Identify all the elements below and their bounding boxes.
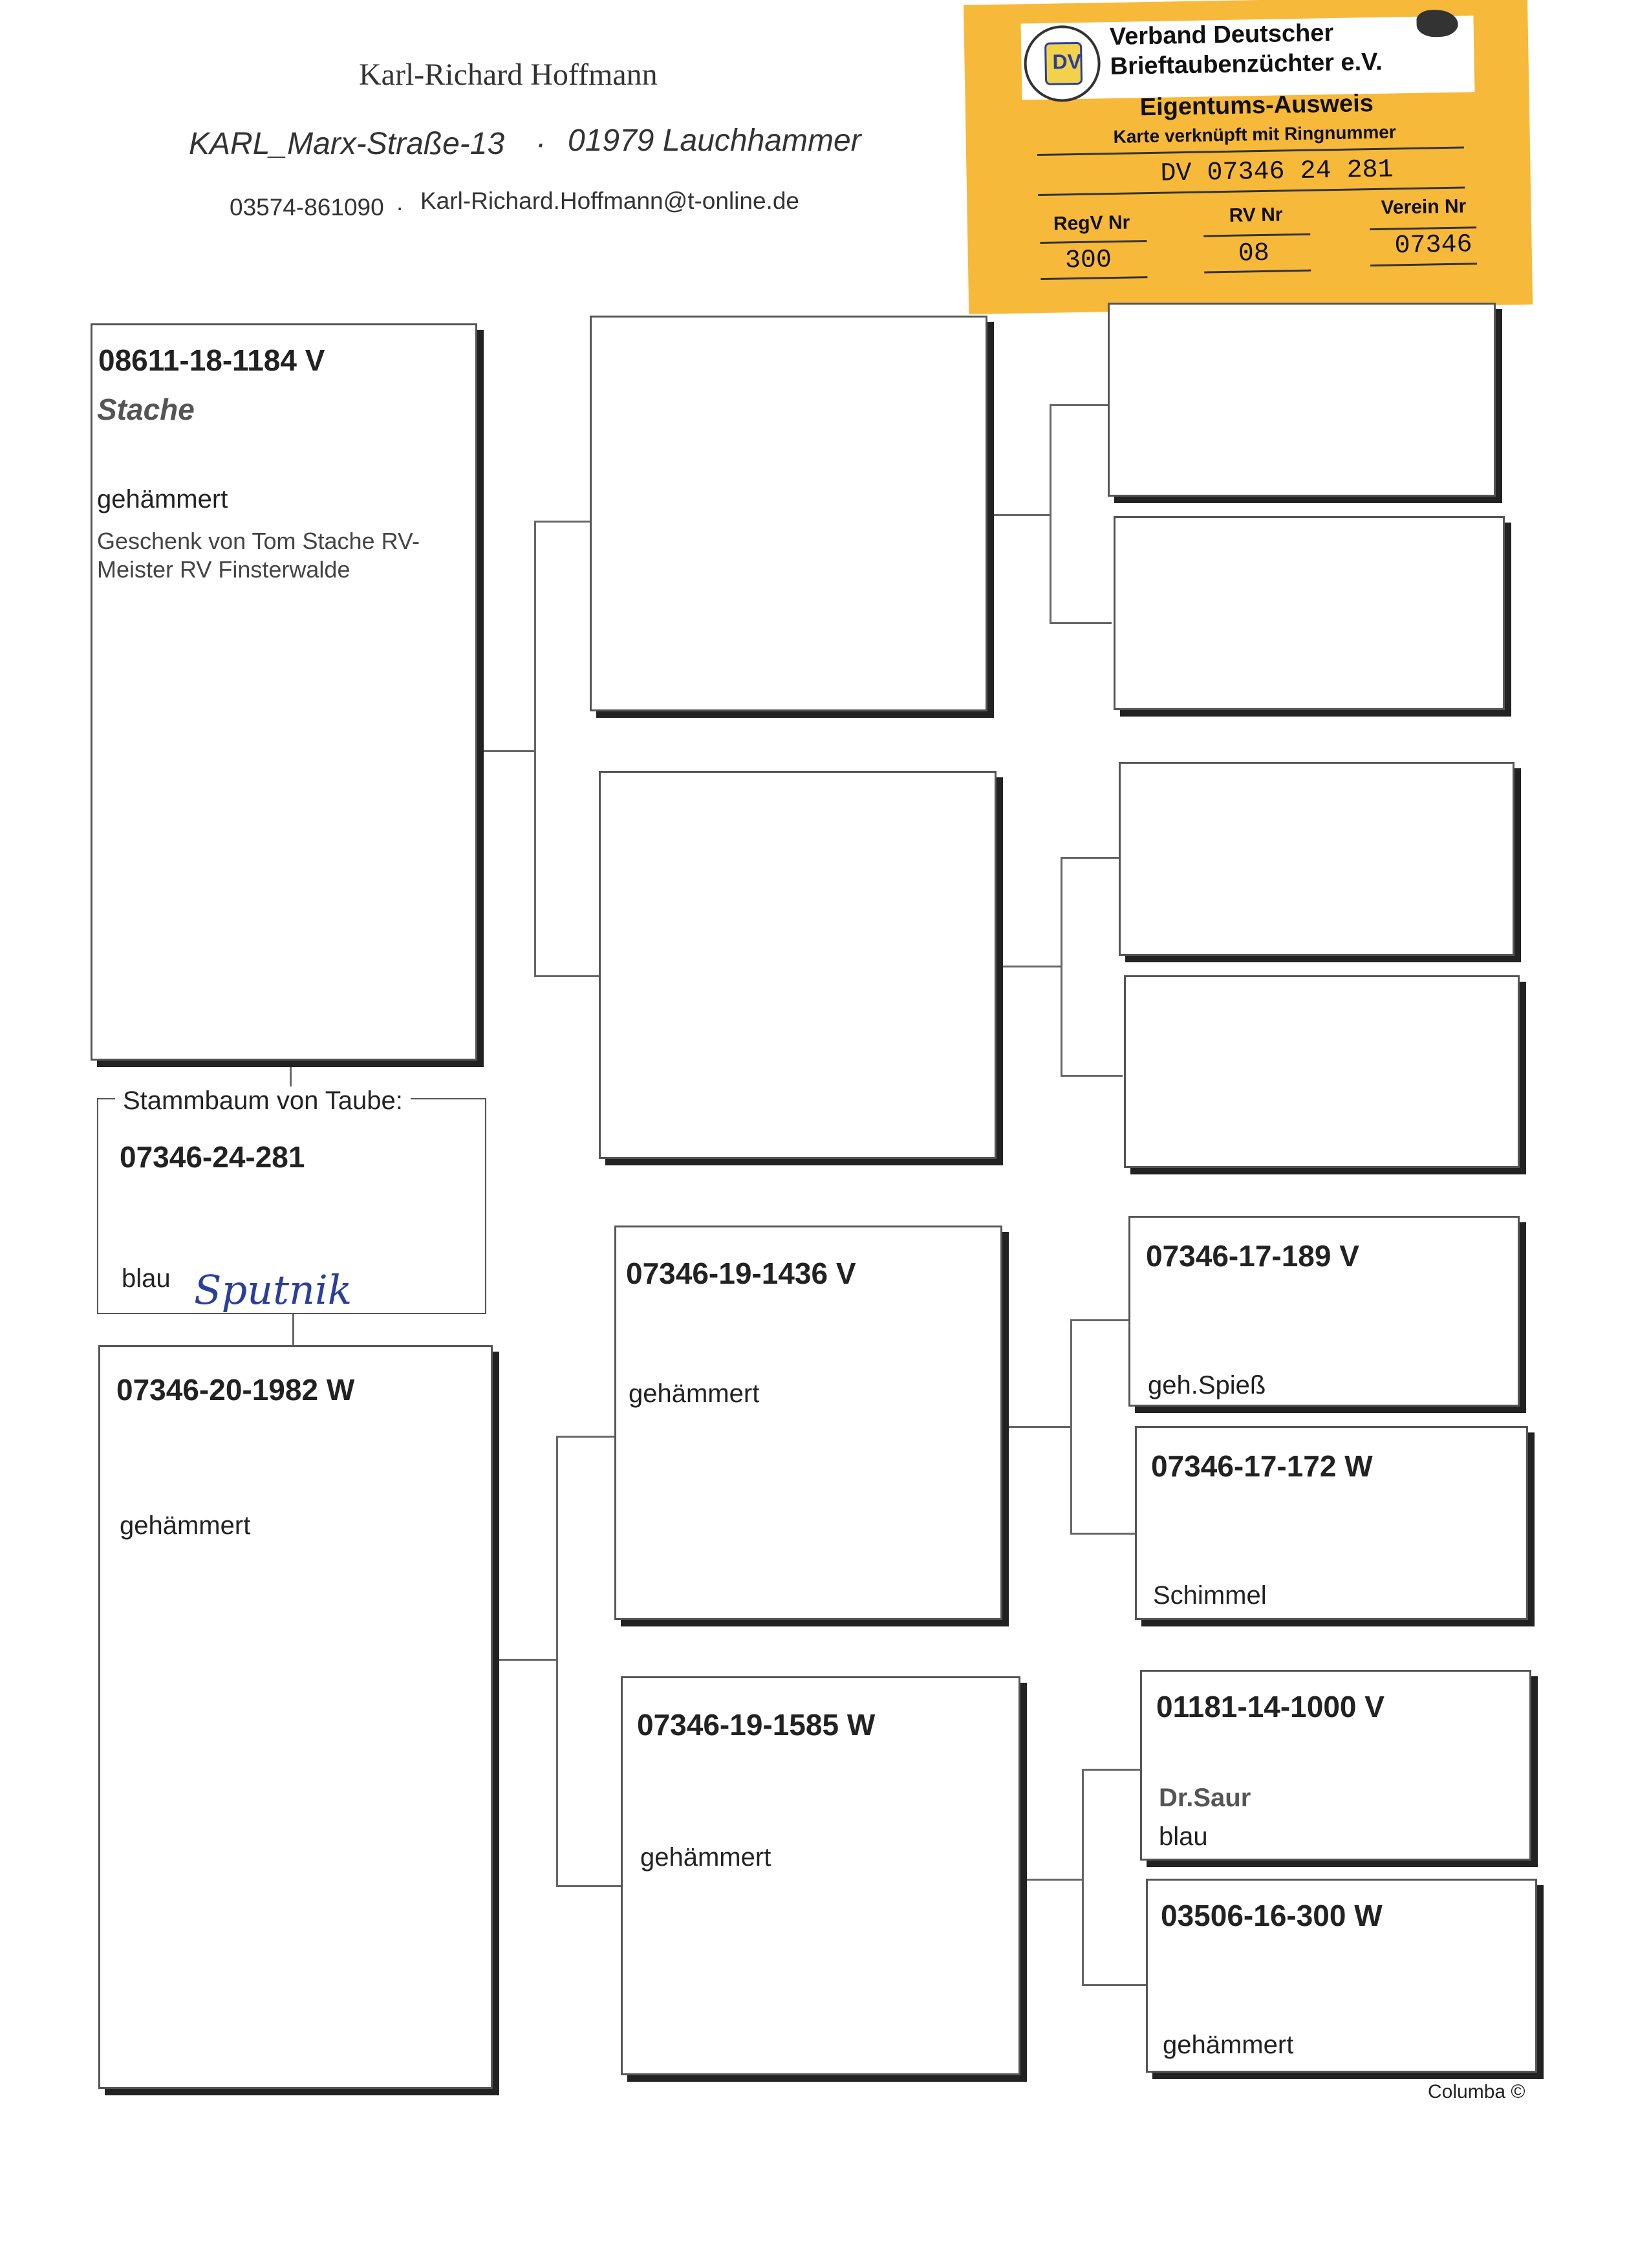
dam-sire-color: gehämmert	[629, 1379, 760, 1408]
ownership-card	[964, 0, 1533, 314]
sire-sire-sire-box	[1108, 303, 1496, 497]
sire-dam-box	[599, 771, 997, 1159]
card-value-regv: 300	[1064, 246, 1112, 276]
card-title: Eigentums-Ausweis	[1139, 89, 1374, 122]
ggp-b-ring: 07346-17-172 W	[1151, 1449, 1373, 1483]
address-separator: ·	[535, 127, 546, 161]
subject-color: blau	[122, 1264, 171, 1293]
ggp-d-ring: 03506-16-300 W	[1161, 1899, 1383, 1932]
card-org-line2: Brieftaubenzüchter e.V.	[1110, 48, 1383, 81]
dv-emblem-icon: DV	[1024, 25, 1101, 102]
ggp-c-color: blau	[1159, 1822, 1208, 1851]
dam-ring: 07346-20-1982 W	[116, 1373, 355, 1407]
owner-phone: 03574-861090	[230, 194, 384, 221]
sire-ring: 08611-18-1184 V	[98, 343, 325, 377]
ggp-b-color: Schimmel	[1153, 1581, 1267, 1610]
card-label-regv: RegV Nr	[1053, 211, 1130, 235]
card-subtitle: Karte verknüpft mit Ringnummer	[1113, 122, 1396, 147]
sire-dam-dam-box	[1124, 975, 1520, 1168]
pigeon-logo-icon	[1416, 10, 1458, 38]
card-value-verein: 07346	[1394, 230, 1473, 261]
ggp-c-breeder: Dr.Saur	[1159, 1784, 1251, 1812]
subject-name-handwritten: Sputnik	[194, 1266, 352, 1313]
ggp-d-color: gehämmert	[1163, 2031, 1294, 2059]
ggp-c-ring: 01181-14-1000 V	[1156, 1690, 1385, 1723]
ggp-a-color: geh.Spieß	[1148, 1371, 1266, 1399]
card-label-verein: Verein Nr	[1381, 195, 1467, 219]
subject-heading: Stammbaum von Taube:	[115, 1086, 411, 1116]
dam-sire-ring: 07346-19-1436 V	[626, 1257, 856, 1290]
subject-ring: 07346-24-281	[120, 1140, 305, 1174]
ggp-a-ring: 07346-17-189 V	[1146, 1239, 1359, 1273]
dam-dam-color: gehämmert	[640, 1843, 771, 1872]
sire-box	[91, 323, 477, 1061]
columba-copyright: Columba ©	[1428, 2081, 1525, 2102]
card-value-rv: 08	[1238, 239, 1270, 269]
owner-city: 01979 Lauchhammer	[568, 124, 861, 158]
dam-box	[98, 1345, 493, 2089]
card-label-rv: RV Nr	[1229, 204, 1283, 226]
owner-street: KARL_Marx-Straße-13	[189, 127, 505, 161]
card-ring-number: DV 07346 24 281	[1160, 155, 1394, 189]
card-org-line1: Verband Deutscher	[1109, 19, 1334, 51]
owner-email: Karl-Richard.Hoffmann@t-online.de	[420, 188, 799, 214]
sire-name: Stache	[97, 393, 195, 426]
sire-color: gehämmert	[97, 485, 228, 513]
sire-sire-dam-box	[1114, 516, 1505, 710]
dam-color: gehämmert	[120, 1511, 251, 1540]
owner-name: Karl-Richard Hoffmann	[359, 58, 658, 92]
sire-note: Geschenk von Tom Stache RV-Meister RV Finsterwalde	[97, 528, 420, 583]
dam-dam-ring: 07346-19-1585 W	[637, 1708, 876, 1742]
contact-separator: ·	[396, 194, 404, 221]
sire-dam-sire-box	[1119, 762, 1514, 956]
sire-sire-box	[590, 316, 987, 711]
